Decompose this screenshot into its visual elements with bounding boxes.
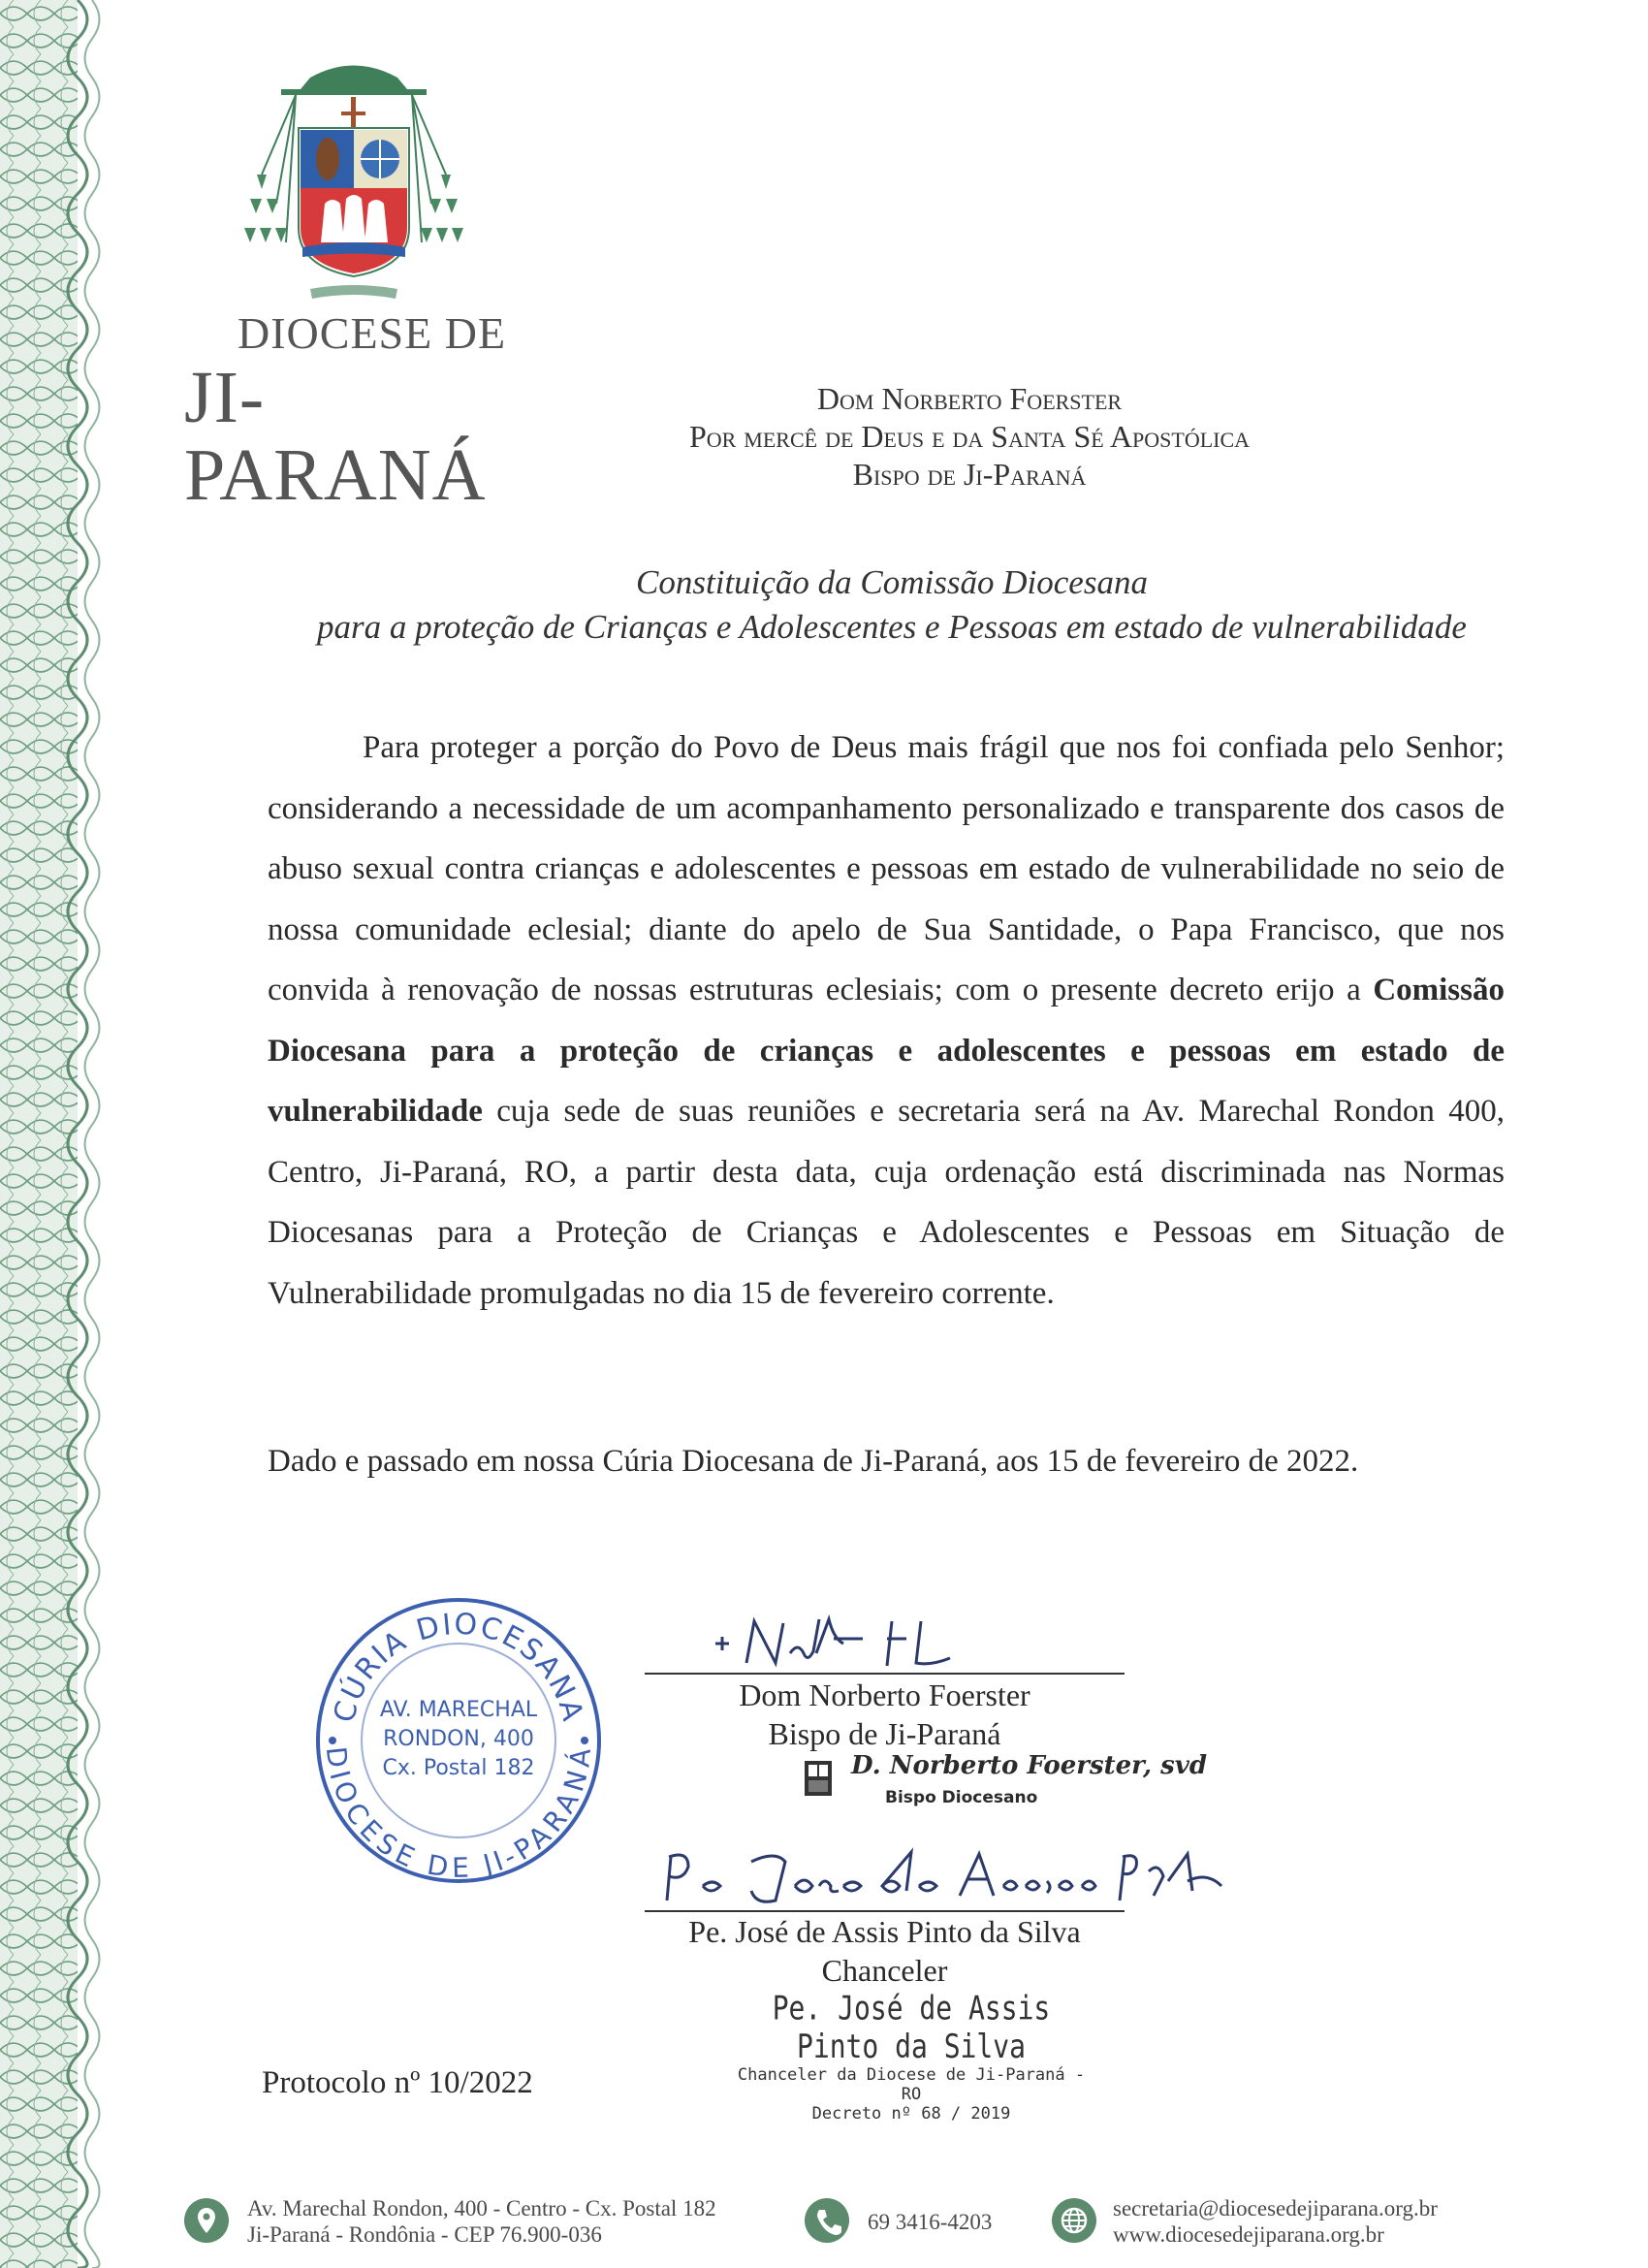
stamp-ring-top: CÚRIA DIOCESANA: [327, 1607, 590, 1727]
footer-phone: 69 3416-4203: [868, 2210, 993, 2234]
decree-text-part1: Para proteger a porção do Povo de Deus mais frágil que nos foi confiada pelo Senhor; considerando a necessidade de um acompanhamento personalizado e transparente dos casos de abuso sexual contra crianças e adolescentes e pessoas em estado de vulnerabilidade no seio de nossa comunidade eclesial; diante do apelo de Sua Santidade, o Papa Francisco, que nos convida à renovação de nossas estruturas eclesiais; com o presente decreto erijo a: [268, 730, 1505, 1007]
footer-address-line1: Av. Marechal Rondon, 400 - Centro - Cx. Postal 182: [247, 2196, 716, 2220]
stamp-line3: Cx. Postal 182: [382, 1756, 535, 1780]
bishop-signature-block: [645, 1676, 1125, 1753]
document-title-line1: Constituição da Comissão Diocesana: [636, 563, 1148, 601]
bishop-signature-line: [645, 1673, 1125, 1675]
bishop-signature-role: Bispo de Ji-Paraná: [768, 1716, 1001, 1751]
decree-body: [268, 718, 1505, 1324]
curia-stamp: [308, 1590, 609, 1891]
chancellor-handwritten-signature: [659, 1842, 1231, 1920]
closing-line: Dado e passado em nossa Cúria Diocesana de Ji-Paraná, aos 15 de fevereiro de 2022.: [268, 1444, 1359, 1479]
decorative-border: [0, 0, 111, 2268]
bishop-seal-role: Bispo Diocesano: [885, 1788, 1038, 1807]
chancellor-seal-role: Chanceler da Diocese de Ji-Paraná - RO: [737, 2065, 1086, 2104]
decree-text-part2: cuja sede de suas reuniões e secretaria será na Av. Marechal Rondon 400, Centro, Ji-Paraná, RO, a partir desta data, cuja ordenação está discriminada nas Normas Diocesanas para a Proteção de Crianças e Adolescentes e Pessoas em Situação de Vulnerabilidade promulgadas no dia 15 de fevereiro corrente.: [268, 1094, 1505, 1311]
decree-paragraph: [268, 718, 1505, 1324]
stamp-line2: RONDON, 400: [383, 1727, 534, 1751]
chancellor-signature-block: [645, 1912, 1125, 1990]
document-title-line2: para a proteção de Crianças e Adolescentes e Pessoas em estado de vulnerabilidade: [317, 608, 1467, 646]
bishop-handwritten-signature: [708, 1610, 979, 1677]
bishop-signature-name: Dom Norberto Foerster: [739, 1677, 1030, 1712]
chancellor-name-seal: [737, 1989, 1086, 2124]
bishop-header: [543, 380, 1396, 494]
decree-commission-name: Comissão Diocesana para a proteção de crianças e adolescentes e pessoas em estado de vulnerabilidade: [268, 973, 1505, 1129]
chancellor-seal-decree: Decreto nº 68 / 2019: [811, 2104, 1011, 2124]
chancellor-signature-name: Pe. José de Assis Pinto da Silva: [688, 1914, 1081, 1949]
globe-icon: [1052, 2198, 1096, 2243]
seal-crest-icon: [803, 1759, 834, 1798]
protocol-number: Protocolo nº 10/2022: [262, 2065, 533, 2100]
diocese-name-line2: JI-PARANÁ: [184, 357, 487, 516]
stamp-ring-bottom: DIOCESE DE JI-PARANÁ: [319, 1744, 598, 1884]
stamp-line1: AV. MARECHAL: [379, 1698, 538, 1722]
location-pin-icon: [184, 2198, 229, 2243]
diocesan-coat-of-arms-icon: [242, 58, 465, 310]
bishop-seal-name: D. Norberto Foerster, svd: [851, 1751, 1207, 1780]
phone-icon: [805, 2198, 849, 2243]
bishop-header-line3: Bispo de Ji-Paraná: [852, 457, 1087, 492]
chancellor-signature-role: Chanceler: [821, 1953, 948, 1988]
diocese-name: [184, 308, 533, 514]
footer: [184, 2193, 1522, 2252]
diocese-name-line1: DIOCESE DE: [238, 308, 507, 358]
footer-address-line2: Ji-Paraná - Rondônia - CEP 76.900-036: [247, 2222, 602, 2247]
chancellor-seal-name: Pe. José de Assis Pinto da Silva: [772, 1989, 1051, 2066]
bishop-name-seal: [803, 1751, 1207, 1809]
document-title: [233, 560, 1551, 650]
footer-email[interactable]: secretaria@diocesedejiparana.org.br: [1113, 2196, 1438, 2220]
bishop-header-line2: Por mercê de Deus e da Santa Sé Apostólica: [688, 419, 1251, 454]
footer-website[interactable]: www.diocesedejiparana.org.br: [1113, 2222, 1384, 2247]
bishop-header-name: Dom Norberto Foerster: [816, 381, 1123, 416]
